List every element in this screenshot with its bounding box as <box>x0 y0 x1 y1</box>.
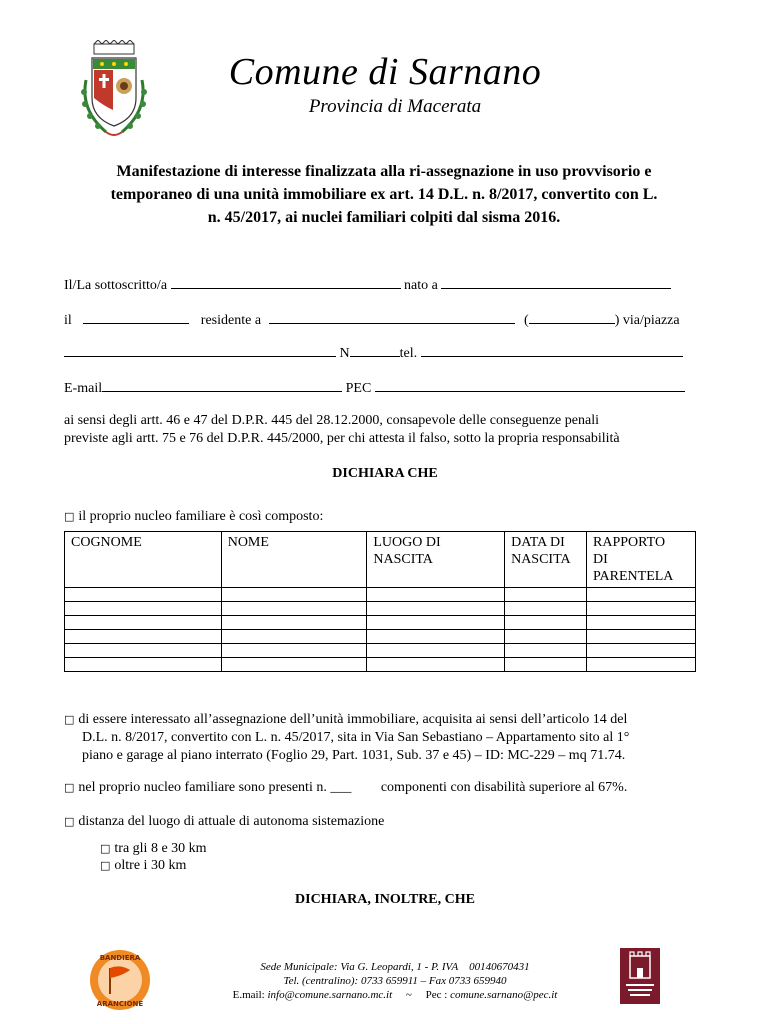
il-label: il <box>64 313 72 328</box>
heading-line-1: Manifestazione di interesse finalizzata alla ri-assegnazione in uso provvisorio e <box>116 163 652 180</box>
table-cell[interactable] <box>587 644 696 658</box>
distanza-option-2 <box>100 857 740 874</box>
interesse-checkbox[interactable]: □ <box>64 713 75 726</box>
pec-field[interactable] <box>375 379 685 392</box>
table-cell[interactable] <box>221 602 367 616</box>
nucleo-checkbox[interactable]: □ <box>64 510 75 523</box>
disabilita-line <box>64 779 704 796</box>
form-line-residence: il residente a ( ) via/piazza <box>64 313 680 328</box>
table-header-row <box>65 532 696 588</box>
footer-email-link[interactable]: info@comune.sarnano.mc.it <box>267 989 393 1001</box>
interesse-line-2: D.L. n. 8/2017, convertito con L. n. 45/2017, sita in Via San Sebastiano – Appartamento sito al 1° <box>82 730 630 745</box>
table-cell[interactable] <box>367 658 505 672</box>
distanza-option-2-checkbox[interactable]: □ <box>100 859 111 872</box>
table-cell[interactable] <box>367 602 505 616</box>
table-cell[interactable] <box>587 630 696 644</box>
table-cell[interactable] <box>505 616 587 630</box>
footer-pec-link[interactable]: comune.sarnano@pec.it <box>450 989 558 1001</box>
table-cell[interactable] <box>367 630 505 644</box>
table-cell[interactable] <box>505 658 587 672</box>
table-cell[interactable] <box>65 630 222 644</box>
column-header-rapporto-parentela: RAPPORTO DI PARENTELA <box>587 532 696 588</box>
nucleo-label: il proprio nucleo familiare è così composto: <box>78 509 324 524</box>
heading-line-2: temporaneo di una unità immobiliare ex art. 14 D.L. n. 8/2017, convertito con L. <box>110 186 658 203</box>
column-header-luogo-nascita: LUOGO DI NASCITA <box>367 532 505 588</box>
table-row <box>65 630 696 644</box>
nato-label: nato a <box>404 278 438 293</box>
interesse-line-1: di essere interessato all’assegnazione dell’unità immobiliare, acquisita ai sensi dell’articolo 14 del <box>78 712 628 727</box>
column-header-data-nascita: DATA DI NASCITA <box>505 532 587 588</box>
table-cell[interactable] <box>587 588 696 602</box>
table-row <box>65 658 696 672</box>
disabilita-checkbox[interactable]: □ <box>64 781 75 794</box>
table-row <box>65 602 696 616</box>
page-title: Comune di Sarnano <box>228 51 542 93</box>
column-header-cognome: COGNOME <box>65 532 222 588</box>
dichiara-inoltre-heading: DICHIARA, INOLTRE, CHE <box>295 892 475 907</box>
footer-separator: ~ <box>405 989 412 1001</box>
residente-field[interactable] <box>269 311 515 324</box>
tel-field[interactable] <box>421 344 683 357</box>
residente-label: residente a <box>200 313 262 328</box>
disabilita-part-1: nel proprio nucleo familiare sono presenti n. ___ <box>78 780 352 795</box>
svg-text:BANDIERA: BANDIERA <box>99 954 141 962</box>
table-cell[interactable] <box>505 602 587 616</box>
distanza-option-1-checkbox[interactable]: □ <box>100 842 111 855</box>
page-subtitle: Provincia di Macerata <box>308 96 482 117</box>
table-cell[interactable] <box>221 616 367 630</box>
document-heading <box>64 160 704 229</box>
table-cell[interactable] <box>65 602 222 616</box>
address-field[interactable] <box>64 344 336 357</box>
heading-line-3: n. 45/2017, ai nuclei familiari colpiti dal sisma 2016. <box>207 209 561 226</box>
table-cell[interactable] <box>587 658 696 672</box>
distanza-option-1 <box>100 840 740 857</box>
table-cell[interactable] <box>221 588 367 602</box>
table-cell[interactable] <box>221 658 367 672</box>
tel-label: tel. <box>399 346 418 361</box>
column-header-nome: NOME <box>221 532 367 588</box>
form-line-name <box>64 276 696 294</box>
form-line-address <box>64 344 696 362</box>
email-field[interactable] <box>102 379 342 392</box>
civic-number-field[interactable] <box>350 344 400 357</box>
footer-email-label: E.mail: <box>232 989 265 1001</box>
via-label: via/piazza <box>622 313 680 328</box>
nucleo-checkbox-line <box>64 508 704 525</box>
table-cell[interactable] <box>367 644 505 658</box>
sottoscritto-label: Il/La sottoscritto/a <box>64 278 168 293</box>
interesse-line-3: piano e garage al piano interrato (Foglio 29, Part. 1031, Sub. 37 e 45) – ID: MC-229 – mq 71.74. <box>82 748 626 763</box>
distanza-option-1-label: tra gli 8 e 30 km <box>114 841 207 856</box>
table-row <box>65 588 696 602</box>
date-field[interactable] <box>83 311 189 324</box>
table-cell[interactable] <box>65 616 222 630</box>
table-cell[interactable] <box>587 616 696 630</box>
provincia-field[interactable] <box>529 311 615 324</box>
footer-sede: Sede Municipale: Via G. Leopardi, 1 - P. IVA <box>260 961 459 973</box>
borghi-logo-icon <box>620 948 660 1004</box>
table-cell[interactable] <box>587 602 696 616</box>
n-label: N <box>339 346 350 361</box>
footer-tel: Tel. (centralino): 0733 659911 – Fax 0733 659940 <box>283 975 507 987</box>
distanza-label: distanza del luogo di attuale di autonoma sistemazione <box>78 814 385 829</box>
email-label: E-mail <box>64 381 103 396</box>
distanza-checkbox[interactable]: □ <box>64 815 75 828</box>
declaration-intro <box>64 412 698 448</box>
dichiara-che-heading: DICHIARA CHE <box>332 466 438 481</box>
svg-text:ARANCIONE: ARANCIONE <box>96 1000 144 1008</box>
footer-address <box>180 960 610 1002</box>
table-row <box>65 644 696 658</box>
nato-field[interactable] <box>441 276 671 289</box>
table-cell[interactable] <box>505 588 587 602</box>
table-cell[interactable] <box>221 630 367 644</box>
pec-label: PEC <box>345 381 372 396</box>
interesse-paragraph <box>64 711 704 765</box>
table-cell[interactable] <box>367 616 505 630</box>
table-cell[interactable] <box>505 630 587 644</box>
form-line-contact <box>64 379 696 397</box>
disabilita-part-2: componenti con disabilità superiore al 67%. <box>380 780 628 795</box>
table-cell[interactable] <box>221 644 367 658</box>
table-cell[interactable] <box>367 588 505 602</box>
table-row <box>65 616 696 630</box>
table-cell[interactable] <box>65 644 222 658</box>
sottoscritto-field[interactable] <box>171 276 401 289</box>
footer-pec-label: Pec : <box>425 989 448 1001</box>
distanza-line <box>64 813 704 830</box>
bandiera-arancione-logo-icon <box>88 948 152 1012</box>
intro-line-2: previste agli artt. 75 e 76 del D.P.R. 445/2000, per chi attesta il falso, sotto la propria responsabilità <box>64 431 620 446</box>
family-table <box>64 531 696 672</box>
table-cell[interactable] <box>505 644 587 658</box>
intro-line-1: ai sensi degli artt. 46 e 47 del D.P.R. 445 del 28.12.2000, consapevole delle conseguenze penali <box>64 413 599 428</box>
distanza-option-2-label: oltre i 30 km <box>114 858 187 873</box>
table-cell[interactable] <box>65 658 222 672</box>
footer-piva: 00140670431 <box>469 961 530 973</box>
table-cell[interactable] <box>65 588 222 602</box>
